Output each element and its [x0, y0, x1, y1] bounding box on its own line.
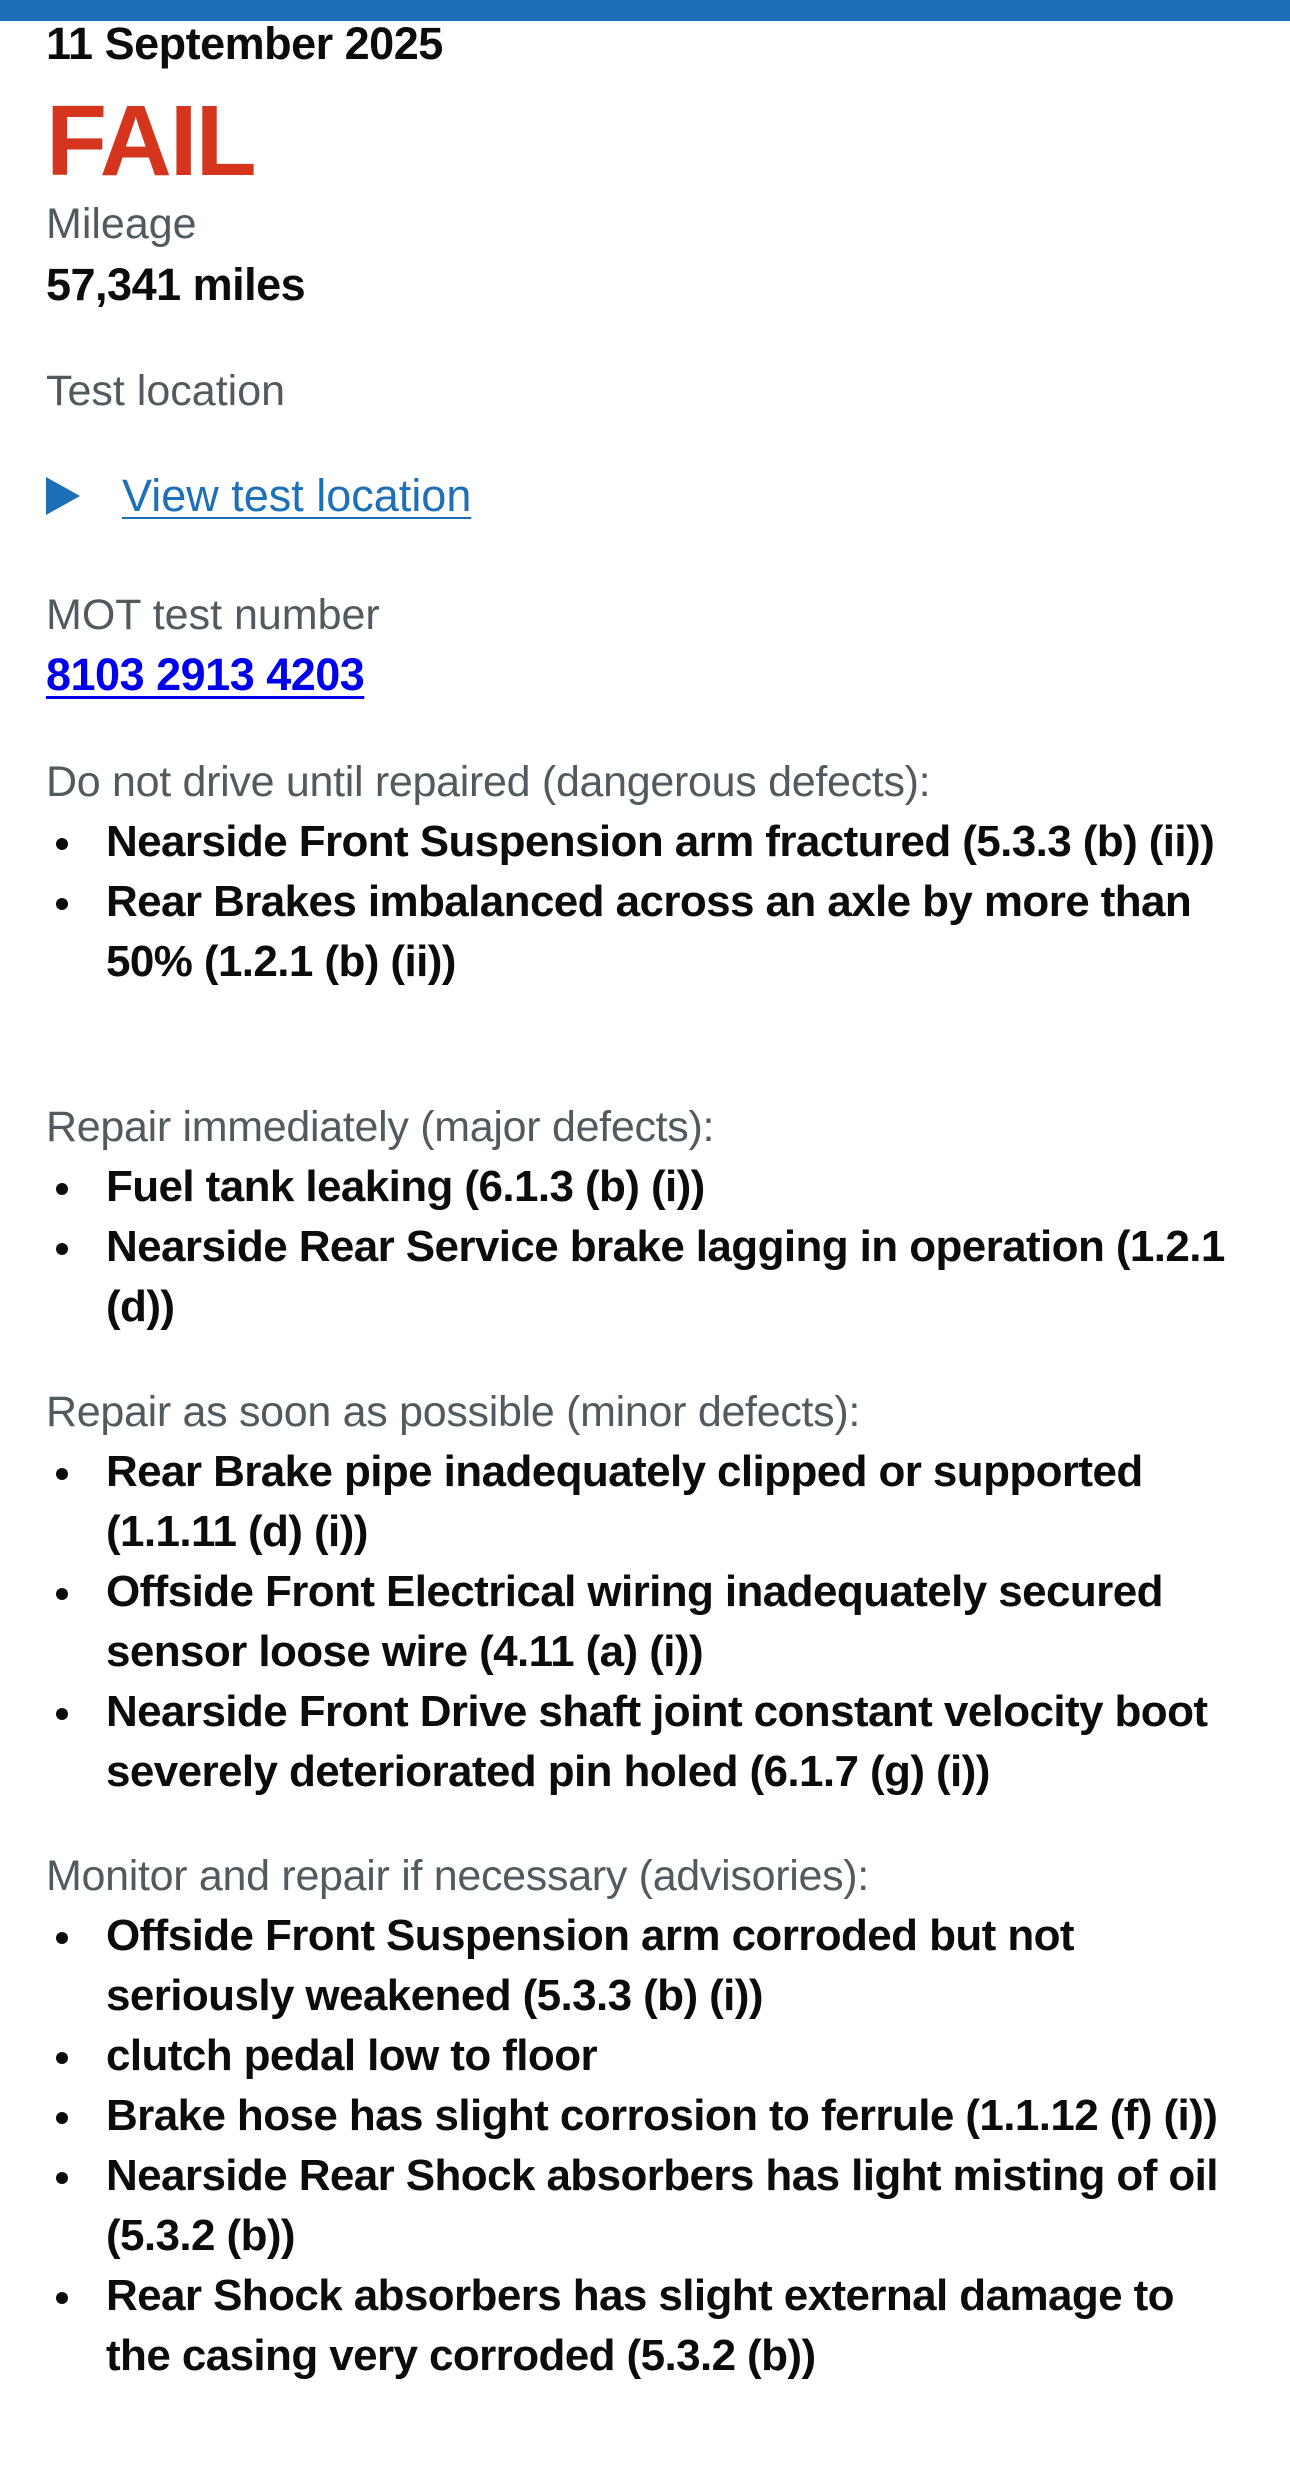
defect-group-heading: Monitor and repair if necessary (advisories): [46, 1852, 869, 1900]
bullet-icon [56, 1932, 68, 1944]
defect-list [46, 1906, 1246, 2386]
major-defects-group [46, 1097, 1246, 1337]
defect-text: Nearside Rear Service brake lagging in operation (1.2.1 (d)) [106, 1222, 1225, 1331]
defect-text: Rear Shock absorbers has slight external damage to the casing very corroded (5.3.2 (b)) [106, 2271, 1174, 2380]
bullet-icon [56, 2052, 68, 2064]
test-date: 11 September 2025 [46, 18, 443, 69]
defect-group-heading: Do not drive until repaired (dangerous defects): [46, 758, 931, 806]
bullet-icon [56, 1243, 68, 1255]
mot-test-number-label: MOT test number [46, 591, 380, 639]
defect-text: Nearside Front Suspension arm fractured (5.3.3 (b) (ii)) [106, 817, 1215, 866]
bullet-icon [56, 2172, 68, 2184]
defect-text: clutch pedal low to floor [106, 2031, 598, 2080]
dangerous-defects-group [46, 752, 1246, 992]
defect-item [46, 812, 1246, 872]
view-test-location-toggle[interactable] [46, 466, 471, 526]
advisories-group [46, 1846, 1246, 2386]
defect-item [46, 1217, 1246, 1337]
bullet-icon [56, 1183, 68, 1195]
defect-item [46, 1682, 1246, 1802]
view-test-location-link[interactable]: View test location [122, 470, 472, 521]
mot-test-number-link[interactable]: 8103 2913 4203 [46, 649, 365, 700]
bullet-icon [56, 1588, 68, 1600]
bullet-icon [56, 2112, 68, 2124]
defect-list [46, 1157, 1246, 1337]
bullet-icon [56, 1708, 68, 1720]
defect-item [46, 1442, 1246, 1562]
defect-text: Fuel tank leaking (6.1.3 (b) (i)) [106, 1162, 705, 1211]
minor-defects-group [46, 1382, 1246, 1802]
defect-list [46, 812, 1246, 992]
mileage-value: 57,341 miles [46, 259, 306, 310]
defect-list [46, 1442, 1246, 1802]
defect-text: Nearside Rear Shock absorbers has light misting of oil (5.3.2 (b)) [106, 2151, 1218, 2260]
defect-item [46, 2086, 1246, 2146]
defect-group-heading: Repair as soon as possible (minor defects): [46, 1388, 861, 1436]
defect-item [46, 2266, 1246, 2386]
defect-item [46, 1906, 1246, 2026]
defect-text: Offside Front Electrical wiring inadequately secured sensor loose wire (4.11 (a) (i)) [106, 1567, 1163, 1676]
mileage-label: Mileage [46, 200, 197, 248]
test-result-status: FAIL [46, 85, 255, 197]
defect-item [46, 1157, 1246, 1217]
bullet-icon [56, 2292, 68, 2304]
defect-text: Nearside Front Drive shaft joint constant velocity boot severely deteriorated pin holed (6.1.7 (g) (i)) [106, 1687, 1208, 1796]
defect-group-heading: Repair immediately (major defects): [46, 1103, 715, 1151]
defect-item [46, 872, 1246, 992]
bullet-icon [56, 1468, 68, 1480]
triangle-right-icon [46, 477, 80, 515]
defect-text: Offside Front Suspension arm corroded but not seriously weakened (5.3.3 (b) (i)) [106, 1911, 1074, 2020]
defect-text: Rear Brakes imbalanced across an axle by more than 50% (1.2.1 (b) (ii)) [106, 877, 1192, 986]
test-location-label: Test location [46, 367, 286, 415]
defect-item [46, 2026, 1246, 2086]
defect-text: Brake hose has slight corrosion to ferrule (1.1.12 (f) (i)) [106, 2091, 1218, 2140]
defect-item [46, 1562, 1246, 1682]
bullet-icon [56, 838, 68, 850]
defect-item [46, 2146, 1246, 2266]
defect-text: Rear Brake pipe inadequately clipped or supported (1.1.11 (d) (i)) [106, 1447, 1143, 1556]
bullet-icon [56, 898, 68, 910]
